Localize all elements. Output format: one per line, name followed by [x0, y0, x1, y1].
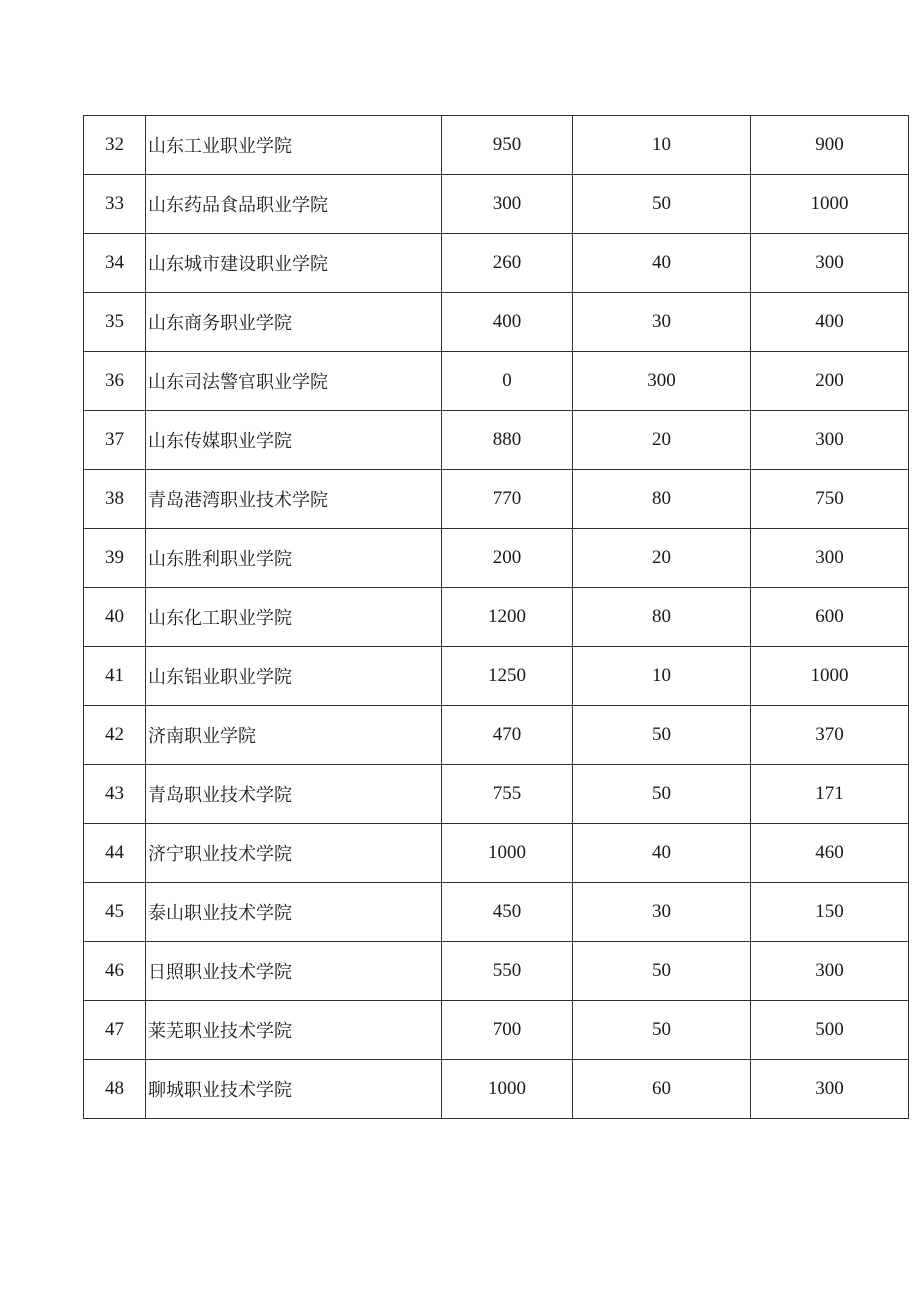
- value-2-cell: 80: [573, 588, 751, 647]
- row-number-cell: 46: [84, 942, 146, 1001]
- value-2-cell: 20: [573, 529, 751, 588]
- row-number-cell: 34: [84, 234, 146, 293]
- table-row: [84, 529, 909, 588]
- value-3-cell: 1000: [751, 175, 909, 234]
- college-name-cell: 青岛职业技术学院: [146, 765, 442, 824]
- value-1-cell: 1000: [442, 1060, 573, 1119]
- value-1-cell: 300: [442, 175, 573, 234]
- value-3-cell: 300: [751, 1060, 909, 1119]
- row-number-cell: 42: [84, 706, 146, 765]
- college-name-cell: 山东商务职业学院: [146, 293, 442, 352]
- value-3-cell: 300: [751, 411, 909, 470]
- value-3-cell: 370: [751, 706, 909, 765]
- table-row: [84, 647, 909, 706]
- value-2-cell: 20: [573, 411, 751, 470]
- value-3-cell: 750: [751, 470, 909, 529]
- college-name-cell: 山东城市建设职业学院: [146, 234, 442, 293]
- college-name-cell: 山东胜利职业学院: [146, 529, 442, 588]
- value-2-cell: 10: [573, 116, 751, 175]
- row-number-cell: 38: [84, 470, 146, 529]
- value-1-cell: 950: [442, 116, 573, 175]
- row-number-cell: 39: [84, 529, 146, 588]
- value-3-cell: 150: [751, 883, 909, 942]
- row-number-cell: 35: [84, 293, 146, 352]
- value-1-cell: 1200: [442, 588, 573, 647]
- table-body: [84, 116, 909, 1119]
- college-name-cell: 山东铝业职业学院: [146, 647, 442, 706]
- college-name-cell: 山东司法警官职业学院: [146, 352, 442, 411]
- row-number-cell: 48: [84, 1060, 146, 1119]
- value-2-cell: 40: [573, 824, 751, 883]
- value-1-cell: 755: [442, 765, 573, 824]
- table-row: [84, 116, 909, 175]
- value-2-cell: 30: [573, 293, 751, 352]
- value-2-cell: 80: [573, 470, 751, 529]
- value-2-cell: 50: [573, 1001, 751, 1060]
- value-3-cell: 300: [751, 234, 909, 293]
- value-3-cell: 300: [751, 942, 909, 1001]
- value-3-cell: 171: [751, 765, 909, 824]
- value-1-cell: 1250: [442, 647, 573, 706]
- value-2-cell: 300: [573, 352, 751, 411]
- row-number-cell: 37: [84, 411, 146, 470]
- college-name-cell: 山东化工职业学院: [146, 588, 442, 647]
- table-row: [84, 1001, 909, 1060]
- college-name-cell: 日照职业技术学院: [146, 942, 442, 1001]
- college-name-cell: 济宁职业技术学院: [146, 824, 442, 883]
- college-name-cell: 山东工业职业学院: [146, 116, 442, 175]
- table-row: [84, 234, 909, 293]
- value-1-cell: 1000: [442, 824, 573, 883]
- table-row: [84, 824, 909, 883]
- college-name-cell: 聊城职业技术学院: [146, 1060, 442, 1119]
- value-1-cell: 700: [442, 1001, 573, 1060]
- table-row: [84, 1060, 909, 1119]
- row-number-cell: 36: [84, 352, 146, 411]
- college-name-cell: 济南职业学院: [146, 706, 442, 765]
- table-row: [84, 293, 909, 352]
- value-2-cell: 40: [573, 234, 751, 293]
- row-number-cell: 43: [84, 765, 146, 824]
- value-3-cell: 600: [751, 588, 909, 647]
- table-row: [84, 942, 909, 1001]
- value-1-cell: 550: [442, 942, 573, 1001]
- row-number-cell: 32: [84, 116, 146, 175]
- value-2-cell: 10: [573, 647, 751, 706]
- value-1-cell: 260: [442, 234, 573, 293]
- value-2-cell: 50: [573, 942, 751, 1001]
- value-2-cell: 60: [573, 1060, 751, 1119]
- value-1-cell: 770: [442, 470, 573, 529]
- value-2-cell: 50: [573, 765, 751, 824]
- college-name-cell: 莱芜职业技术学院: [146, 1001, 442, 1060]
- table-row: [84, 883, 909, 942]
- value-3-cell: 200: [751, 352, 909, 411]
- value-3-cell: 500: [751, 1001, 909, 1060]
- table-row: [84, 470, 909, 529]
- college-name-cell: 泰山职业技术学院: [146, 883, 442, 942]
- table-row: [84, 588, 909, 647]
- college-name-cell: 山东传媒职业学院: [146, 411, 442, 470]
- value-3-cell: 1000: [751, 647, 909, 706]
- value-1-cell: 200: [442, 529, 573, 588]
- table-row: [84, 765, 909, 824]
- row-number-cell: 41: [84, 647, 146, 706]
- value-1-cell: 470: [442, 706, 573, 765]
- row-number-cell: 33: [84, 175, 146, 234]
- row-number-cell: 44: [84, 824, 146, 883]
- table-row: [84, 352, 909, 411]
- college-name-cell: 山东药品食品职业学院: [146, 175, 442, 234]
- value-2-cell: 50: [573, 706, 751, 765]
- college-name-cell: 青岛港湾职业技术学院: [146, 470, 442, 529]
- value-1-cell: 450: [442, 883, 573, 942]
- value-3-cell: 460: [751, 824, 909, 883]
- value-1-cell: 880: [442, 411, 573, 470]
- value-3-cell: 400: [751, 293, 909, 352]
- row-number-cell: 47: [84, 1001, 146, 1060]
- table-row: [84, 175, 909, 234]
- value-1-cell: 400: [442, 293, 573, 352]
- value-2-cell: 50: [573, 175, 751, 234]
- value-3-cell: 900: [751, 116, 909, 175]
- value-2-cell: 30: [573, 883, 751, 942]
- table-row: [84, 706, 909, 765]
- row-number-cell: 40: [84, 588, 146, 647]
- table-row: [84, 411, 909, 470]
- college-data-table: [83, 115, 909, 1119]
- row-number-cell: 45: [84, 883, 146, 942]
- value-3-cell: 300: [751, 529, 909, 588]
- value-1-cell: 0: [442, 352, 573, 411]
